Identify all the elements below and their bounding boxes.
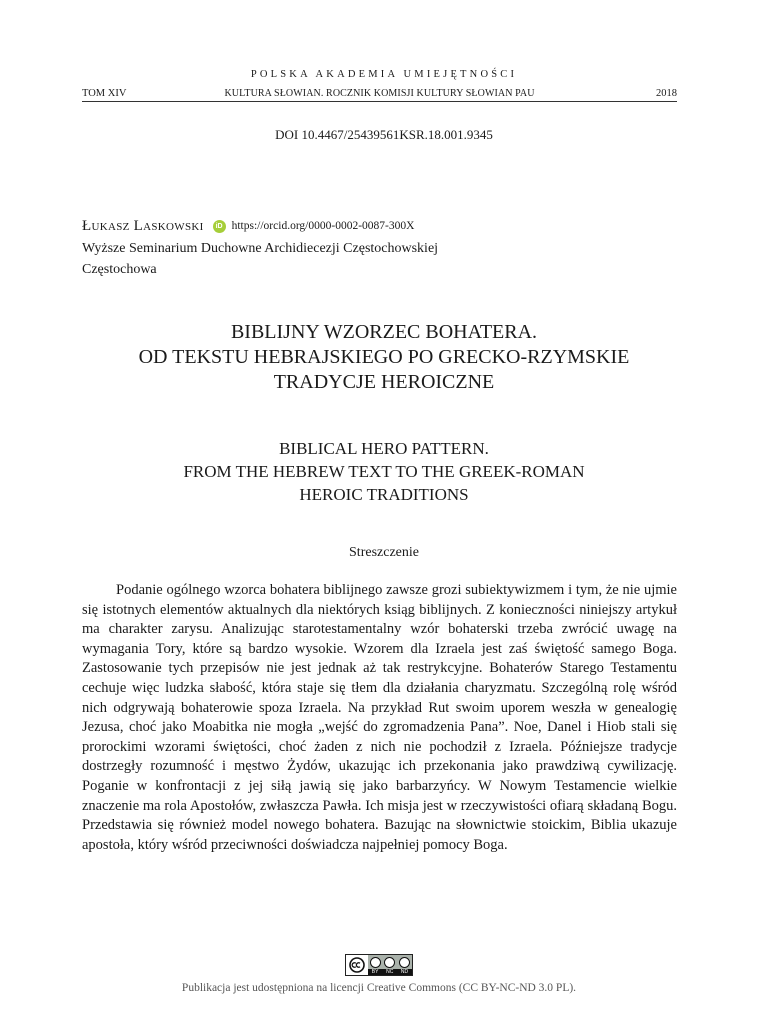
cc-part-icons (368, 955, 412, 969)
noderivatives-icon (399, 957, 410, 968)
cc-label-nd: ND (400, 969, 409, 975)
orcid-link[interactable]: https://orcid.org/0000-0002-0087-300X (231, 219, 415, 232)
title-polish-line: BIBLIJNY WZORZEC BOHATERA. (230, 321, 538, 343)
license-notice: Publikacja jest udostępniona na licencji Creative Commons (CC BY-NC-ND 3.0 PL). (181, 982, 577, 994)
by-person-icon (370, 957, 381, 968)
author-line (82, 217, 682, 235)
orcid-icon: iD (213, 220, 226, 233)
author-city: Częstochowa (82, 262, 157, 277)
abstract-heading: Streszczenie (349, 545, 419, 560)
journal-title: KULTURA SŁOWIAN. ROCZNIK KOMISJI KULTURY SŁOWIAN PAU (224, 88, 535, 99)
header-rule (82, 101, 677, 102)
title-english (0, 437, 768, 506)
title-english-line: FROM THE HEBREW TEXT TO THE GREEK-ROMAN (183, 462, 585, 481)
cc-by-nc-nd-icon[interactable] (345, 954, 413, 976)
cc-logo-icon (346, 955, 368, 975)
cc-label-by: BY (371, 969, 379, 975)
abstract-text: Podanie ogólnego wzorca bohatera biblijnego zawsze grozi subiektywizmem i tym, że nie ujmie się istotnych elementów aktualnych dla niektórych ksiąg biblijnych. Z konieczności niniejszy artykuł ma charakter zarysu. Analizując starotestamentalny wzór bohaterski trzeba zwrócić uwagę na wymagania Tory, które są bardzo wysokie. Wzorem dla Izraela jest zaś świętość samego Boga. Zastosowanie tych przepisów nie jest jednak aż tak restrykcyjne. Bohaterów Starego Testamentu cechuje więc ludzka słabość, która staje się tłem dla działania charyzmatu. Szczególną rolę wśród nich odgrywają bohaterowie spoza Izraela. Na przykład Rut swoim uporem weszła w genealogię Jezusa, choć jako Moabitka nie mogła „wejść do zgromadzenia Pana”. Noe, Danel i Hiob stali się prorockimi wzorami świętości, choć żaden z nich nie pochodził z Izraela. Późniejsze tradycje dostrzegły rozumność i męstwo Żydów, ukazując ich przekonania jako prawdziwą cywilizację. Poganie w konfrontacji z jej siłą jawią się jako barbarzyńcy. W Nowym Testamencie wielkie znaczenie ma rola Apostołów, zwłaszcza Pawła. Ich misja jest w rzeczywistości ofiarą składaną Bogu. Przedstawia się również model nowego bohatera. Bazując na słownictwie stoickim, Biblia ukazuje apostoła, który wśród przeciwności doświadcza najpełniej pomocy Boga. (82, 582, 677, 853)
volume-label: TOM XIV (82, 88, 127, 99)
author-affiliation: Wyższe Seminarium Duchowne Archidiecezji Częstochowskiej (82, 241, 439, 256)
year-label: 2018 (656, 88, 677, 99)
author-block (82, 217, 682, 280)
title-english-line: HEROIC TRADITIONS (299, 485, 469, 504)
title-polish-line: OD TEKSTU HEBRAJSKIEGO PO GRECKO-RZYMSKIE (138, 346, 630, 368)
title-polish-line: TRADYCJE HEROICZNE (273, 371, 495, 393)
publisher-name: POLSKA AKADEMIA UMIEJĘTNOŚCI (250, 69, 518, 80)
author-name: Łukasz Laskowski (82, 217, 204, 234)
title-english-line: BIBLICAL HERO PATTERN. (279, 439, 489, 458)
cc-label-nc: NC (386, 969, 394, 975)
noncommercial-icon (384, 957, 395, 968)
doi: DOI 10.4467/25439561KSR.18.001.9345 (275, 127, 493, 142)
cc-part-labels (368, 969, 412, 975)
running-header (82, 88, 677, 102)
cc-license-parts (368, 955, 412, 975)
title-polish (0, 320, 768, 395)
